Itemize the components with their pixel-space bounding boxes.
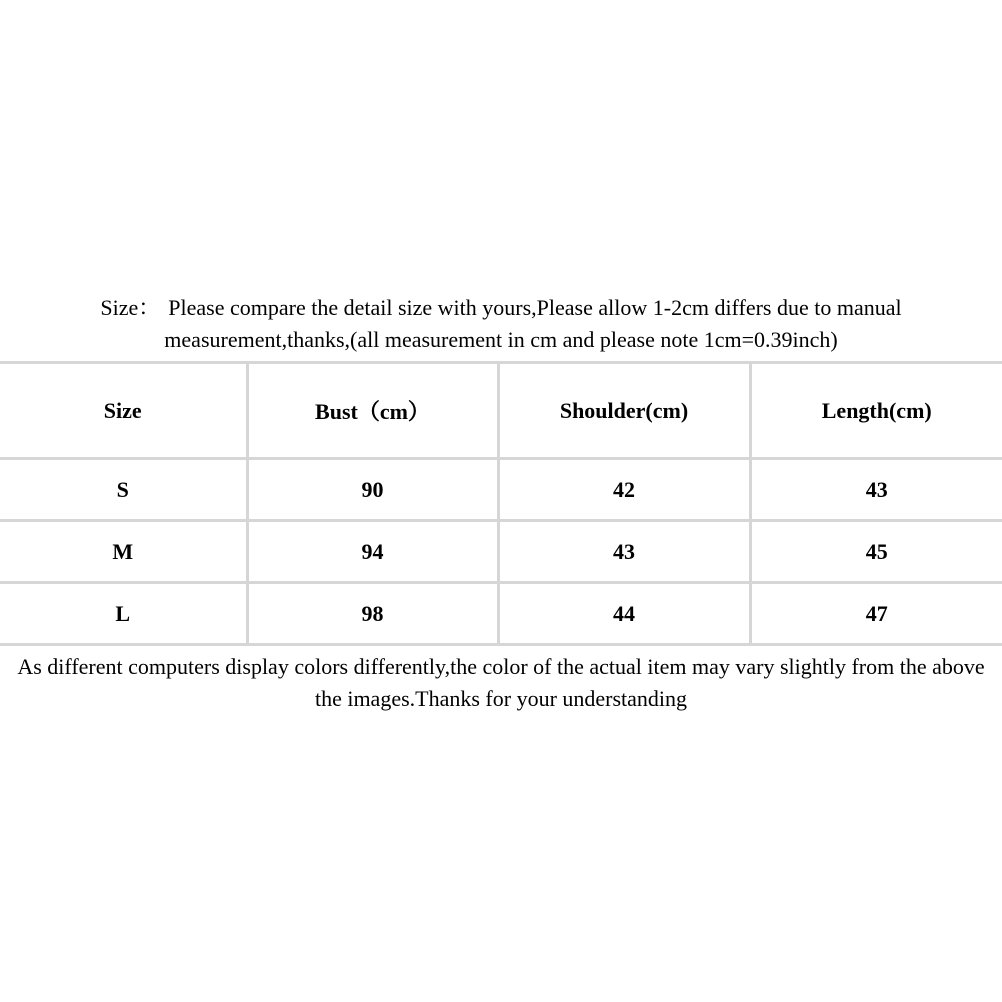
cell-m-bust: 94 (247, 521, 498, 583)
col-header-size: Size (0, 363, 247, 459)
table-row-s (0, 459, 1002, 521)
table-row-m (0, 521, 1002, 583)
col-header-bust: Bust（cm） (247, 363, 498, 459)
cell-s-length: 43 (750, 459, 1002, 521)
size-note-text: Please compare the detail size with yours,Please allow 1-2cm differs due to manual (168, 295, 902, 320)
cell-l-size: L (0, 583, 247, 645)
color-disclaimer-line1: As different computers display colors differently,the color of the actual item may vary slightly from the above (17, 654, 985, 679)
cell-l-length: 47 (750, 583, 1002, 645)
color-disclaimer (0, 651, 1002, 715)
cell-s-size: S (0, 459, 247, 521)
size-note-line2: measurement,thanks,(all measurement in cm and please note 1cm=0.39inch) (164, 327, 838, 352)
cell-m-shoulder: 43 (498, 521, 750, 583)
size-table (0, 361, 1002, 646)
size-note-label: Size： (100, 295, 161, 320)
cell-l-shoulder: 44 (498, 583, 750, 645)
cell-m-length: 45 (750, 521, 1002, 583)
cell-l-bust: 98 (247, 583, 498, 645)
cell-m-size: M (0, 521, 247, 583)
col-header-length: Length(cm) (750, 363, 1002, 459)
col-header-shoulder: Shoulder(cm) (498, 363, 750, 459)
cell-s-bust: 90 (247, 459, 498, 521)
cell-s-shoulder: 42 (498, 459, 750, 521)
color-disclaimer-line2: the images.Thanks for your understanding (314, 686, 688, 711)
size-table-header-row (0, 363, 1002, 459)
size-note (0, 292, 1002, 356)
size-note-line1 (0, 292, 1002, 324)
table-row-l (0, 583, 1002, 645)
